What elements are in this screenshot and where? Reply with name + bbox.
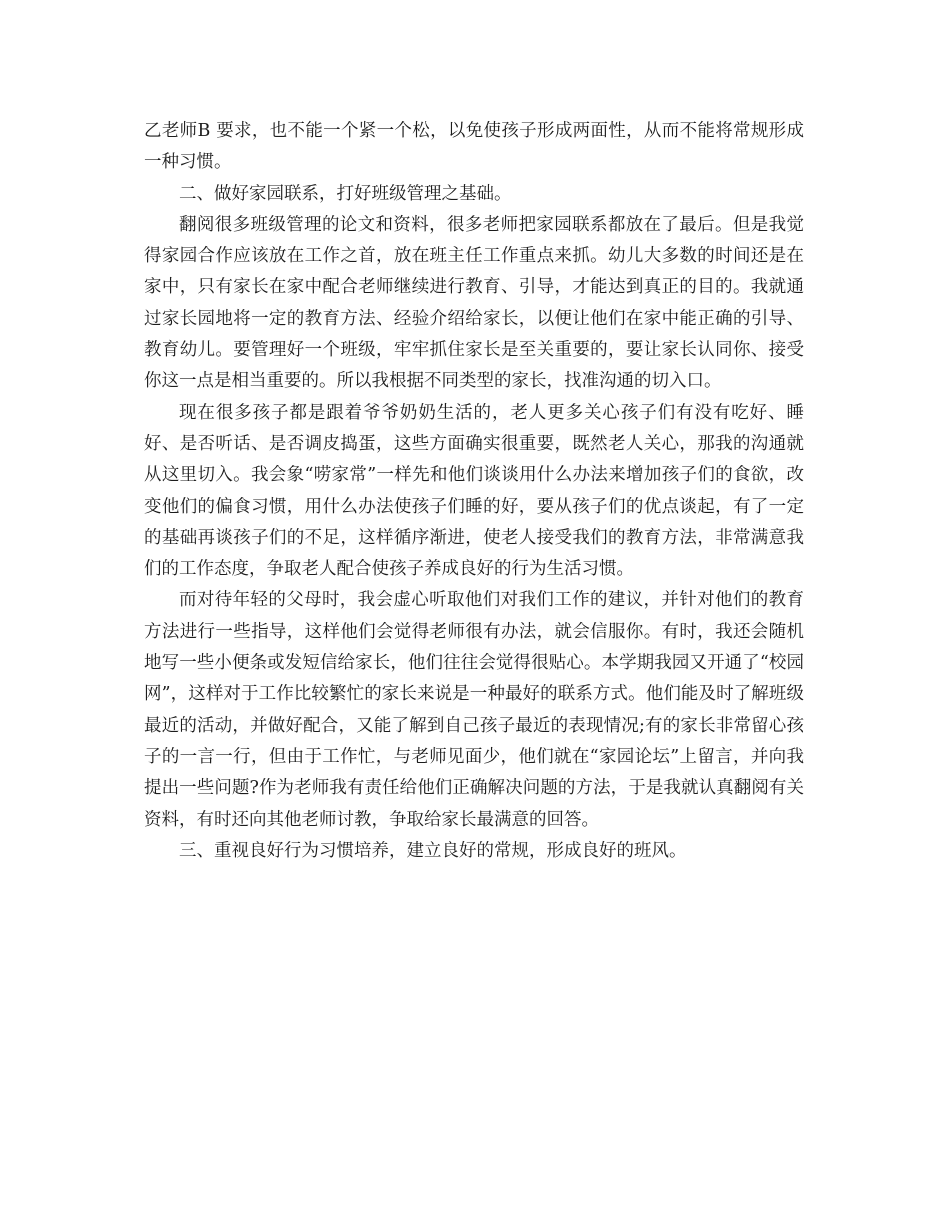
section-heading-2: 二、做好家园联系，打好班级管理之基础。	[179, 183, 512, 204]
paragraph-continuation: 乙老师B 要求，也不能一个紧一个松，以免使孩子形成两面性，从而不能将常规形成一种习惯。	[144, 121, 804, 173]
paragraph-young-parents: 而对待年轻的父母时，我会虚心听取他们对我们工作的建议，并针对他们的教育方法进行一些指导，这样他们会觉得老师很有办法，就会信服你。有时，我还会随机地写一些小便条或发短信给家长，他们往往会觉得很贴心。本学期我园又开通了“校园网”，这样对于工作比较繁忙的家长来说是一种最好的联系方式。他们能及时了解班级最近的活动，并做好配合，又能了解到自己孩子最近的表现情况;有的家长非常留心孩子的一言一行，但由于工作忙，与老师见面少，他们就在“家园论坛”上留言，并向我提出一些问题?作为老师我有责任给他们正确解决问题的方法，于是我就认真翻阅有关资料，有时还向其他老师讨教，争取给家长最满意的回答。	[144, 590, 804, 830]
paragraph-home-school-contact: 翻阅很多班级管理的论文和资料，很多老师把家园联系都放在了最后。但是我觉得家园合作应该放在工作之首，放在班主任工作重点来抓。幼儿大多数的时间还是在家中，只有家长在家中配合老师继续进行教育、引导，才能达到真正的目的。我就通过家长园地将一定的教育方法、经验介绍给家长，以便让他们在家中能正确的引导、教育幼儿。要管理好一个班级，牢牢抓住家长是至关重要的，要让家长认同你、接受你这一点是相当重要的。所以我根据不同类型的家长，找准沟通的切入口。	[144, 214, 804, 392]
document-body	[144, 116, 804, 867]
section-heading-3: 三、重视良好行为习惯培养，建立良好的常规，形成良好的班风。	[179, 840, 687, 861]
paragraph-grandparents: 现在很多孩子都是跟着爷爷奶奶生活的，老人更多关心孩子们有没有吃好、睡好、是否听话、是否调皮捣蛋，这些方面确实很重要，既然老人关心，那我的沟通就从这里切入。我会象“唠家常”一样先和他们谈谈用什么办法来增加孩子们的食欲，改变他们的偏食习惯，用什么办法使孩子们睡的好，要从孩子们的优点谈起，有了一定的基础再谈孩子们的不足，这样循序渐进，使老人接受我们的教育方法，非常满意我们的工作态度，争取老人配合使孩子养成良好的行为生活习惯。	[144, 402, 804, 580]
